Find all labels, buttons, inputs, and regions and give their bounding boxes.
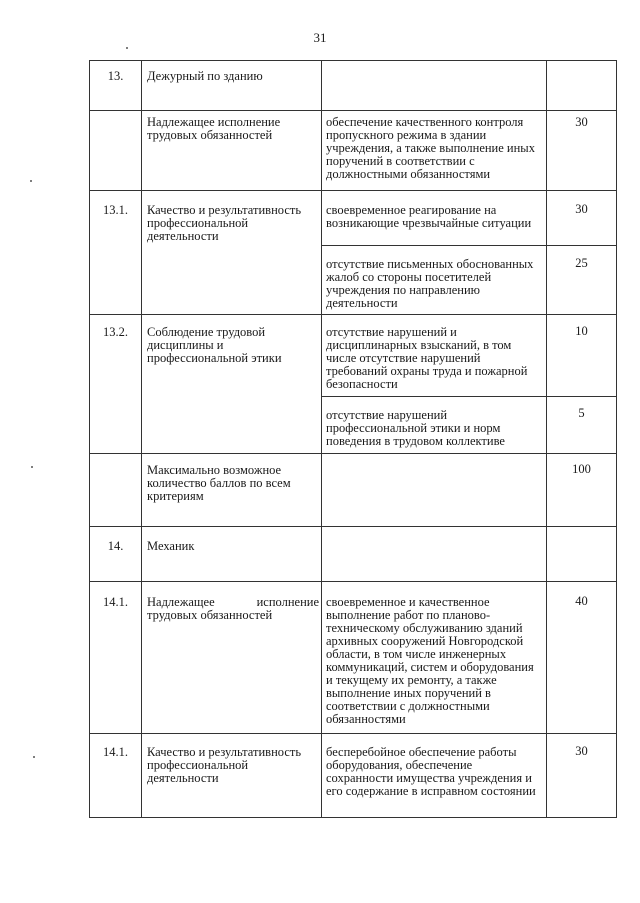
indicator-text: отсутствие нарушений профессиональной этики и норм поведения в трудовом коллективе <box>326 408 505 448</box>
indicator-text: своевременное и качественное выполнение работ по планово-техническому обслуживанию зданий архивных сооружений Новгородской области, в том числе инженерных коммуникаций, систем и оборудования и текущему их ремонту, а также выполнение иных поручений в соответствии с должностными обязанностями <box>326 595 534 726</box>
table-row <box>90 454 617 527</box>
indicator-text: отсутствие письменных обоснованных жалоб со стороны посетителей учреждения по направлению деятельности <box>326 257 534 310</box>
indicator-text: отсутствие нарушений и дисциплинарных взысканий, в том числе отсутствие нарушений требований охраны труда и пожарной безопасности <box>326 325 528 391</box>
table-row <box>90 734 617 818</box>
criterion-cell <box>142 582 322 734</box>
row-number-cell <box>90 61 142 111</box>
points-value: 25 <box>575 256 588 270</box>
table-row <box>90 315 617 397</box>
indicator-text: своевременное реагирование на возникающие чрезвычайные ситуации <box>326 203 532 230</box>
table-row <box>90 191 617 246</box>
max-points-label: Максимально возможное количество баллов по всем критериям <box>147 463 291 503</box>
table-row <box>90 61 617 111</box>
indicator-text: обеспечение качественного контроля пропускного режима в здании учреждения, а также выполнение иных поручений в соответствии с должностными обязанностями <box>326 115 535 181</box>
row-number: 13.2. <box>103 325 128 339</box>
indicator-text: бесперебойное обеспечение работы оборудования, обеспечение сохранности имущества учреждения и его содержание в исправном состоянии <box>326 745 536 798</box>
position-title: Механик <box>147 539 195 553</box>
points-cell <box>547 734 617 818</box>
points-value: 10 <box>575 324 588 338</box>
points-cell <box>547 454 617 527</box>
points-value: 5 <box>578 406 585 420</box>
indicator-cell <box>322 582 547 734</box>
table-row <box>90 111 617 191</box>
criteria-table <box>89 60 617 818</box>
position-title: Дежурный по зданию <box>147 69 263 83</box>
points-cell <box>547 582 617 734</box>
row-number: 13.1. <box>103 203 128 217</box>
row-number: 14.1. <box>103 595 128 609</box>
table-row <box>90 527 617 582</box>
points-cell <box>547 111 617 191</box>
criterion-name: Качество и результативность профессиональной деятельности <box>147 745 302 785</box>
scan-speck <box>126 47 128 49</box>
row-number: 14. <box>107 539 124 553</box>
points-cell <box>547 397 617 454</box>
points-cell <box>547 61 617 111</box>
points-value: 30 <box>575 744 588 758</box>
row-number: 13. <box>107 69 124 83</box>
indicator-cell <box>322 454 547 527</box>
max-points-value: 100 <box>572 462 591 476</box>
indicator-cell <box>322 191 547 246</box>
criterion-cell <box>142 734 322 818</box>
scan-speck <box>31 466 33 468</box>
points-value: 40 <box>575 594 588 608</box>
row-number-cell <box>90 111 142 191</box>
indicator-cell <box>322 734 547 818</box>
row-number-cell <box>90 191 142 315</box>
criterion-name: Надлежащее исполнение трудовых обязанностей <box>147 595 319 622</box>
table-row <box>90 582 617 734</box>
criterion-name: Качество и результативность профессиональной деятельности <box>147 203 302 243</box>
scan-speck <box>30 180 32 182</box>
indicator-cell <box>322 315 547 397</box>
criterion-cell <box>142 454 322 527</box>
indicator-cell <box>322 246 547 315</box>
row-number-cell <box>90 582 142 734</box>
indicator-cell <box>322 527 547 582</box>
row-number-cell <box>90 454 142 527</box>
row-number: 14.1. <box>103 745 128 759</box>
page-number: 31 <box>313 30 327 45</box>
position-cell <box>142 527 322 582</box>
criterion-cell <box>142 111 322 191</box>
points-cell <box>547 527 617 582</box>
scan-speck <box>33 756 35 758</box>
criterion-name: Соблюдение трудовой дисциплины и профессиональной этики <box>147 325 282 365</box>
points-cell <box>547 191 617 246</box>
indicator-cell <box>322 397 547 454</box>
row-number-cell <box>90 734 142 818</box>
row-number-cell <box>90 315 142 454</box>
indicator-cell <box>322 111 547 191</box>
criterion-cell <box>142 191 322 315</box>
points-cell <box>547 315 617 397</box>
criterion-name: Надлежащее исполнение трудовых обязанностей <box>147 115 281 142</box>
position-cell <box>142 61 322 111</box>
row-number-cell <box>90 527 142 582</box>
points-value: 30 <box>575 202 588 216</box>
indicator-cell <box>322 61 547 111</box>
points-value: 30 <box>575 115 588 129</box>
criterion-cell <box>142 315 322 454</box>
points-cell <box>547 246 617 315</box>
